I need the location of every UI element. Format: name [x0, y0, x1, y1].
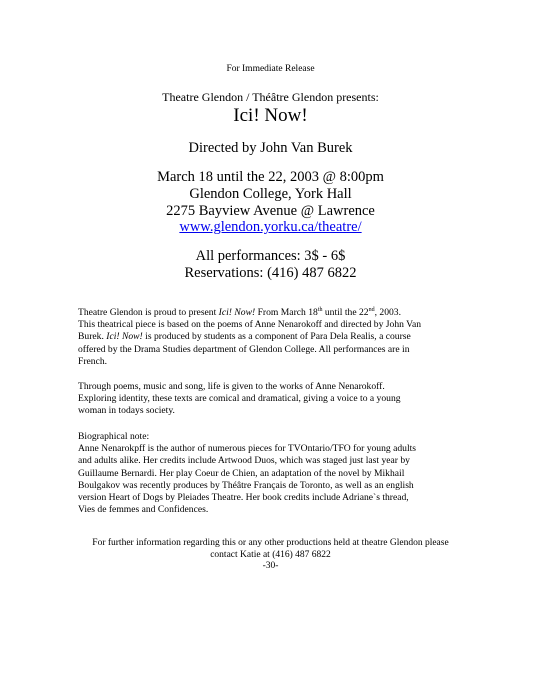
event-venue: Glendon College, York Hall: [189, 186, 352, 202]
biography-paragraph: Biographical note: Anne Nenarokpff is the author of numerous pieces for TVOntario/TFO for young adults and adults alike. Her credits include Artwood Duos, which was staged just last year by Guillaume Bernardi. Her play Coeur de Chien, an adaptation of the novel by Mikhail Boulgakov was recently produces by Théâtre Français de Toronto, as well as an english version Heart of Dogs by Pleiades Theatre. Her book credits include Adriane`s thread, Vies de femmes and Confidences.: [78, 431, 478, 516]
presenter-line: Theatre Glendon / Théâtre Glendon presents:: [162, 90, 379, 104]
intro-paragraph: Theatre Glendon is proud to present Ici! Now! From March 18th until the 22nd, 2003. This theatrical piece is based on the poems of Anne Nenarokoff and directed by John Van Burek. Ici! Now! is produced by students as a component of Para Dela Realis, a course offered by the Drama Studies department of Glendon College. All performances are in French.: [78, 306, 422, 367]
price-line: All performances: 3$ - 6$: [195, 248, 346, 264]
show-title: Ici! Now!: [233, 105, 308, 126]
footer-contact-line1: For further information regarding this or any other productions held at theatre Glendon please: [92, 538, 449, 548]
director-line: Directed by John Van Burek: [188, 140, 353, 156]
description-paragraph: Through poems, music and song, life is given to the works of Anne Nenarokoff. Exploring identity, these texts are comical and dramatical, giving a voice to a young woman in todays society.: [78, 381, 401, 417]
release-label: For Immediate Release: [226, 64, 315, 74]
biography-heading: Biographical note:: [78, 431, 150, 442]
page-marker: -30-: [262, 561, 279, 571]
reservations-line: Reservations: (416) 487 6822: [184, 265, 357, 281]
website-link[interactable]: www.glendon.yorku.ca/theatre/: [179, 219, 362, 235]
event-dates: March 18 until the 22, 2003 @ 8:00pm: [157, 169, 384, 185]
event-address: 2275 Bayview Avenue @ Lawrence: [166, 203, 375, 219]
footer-contact-line2: contact Katie at (416) 487 6822: [210, 550, 331, 560]
